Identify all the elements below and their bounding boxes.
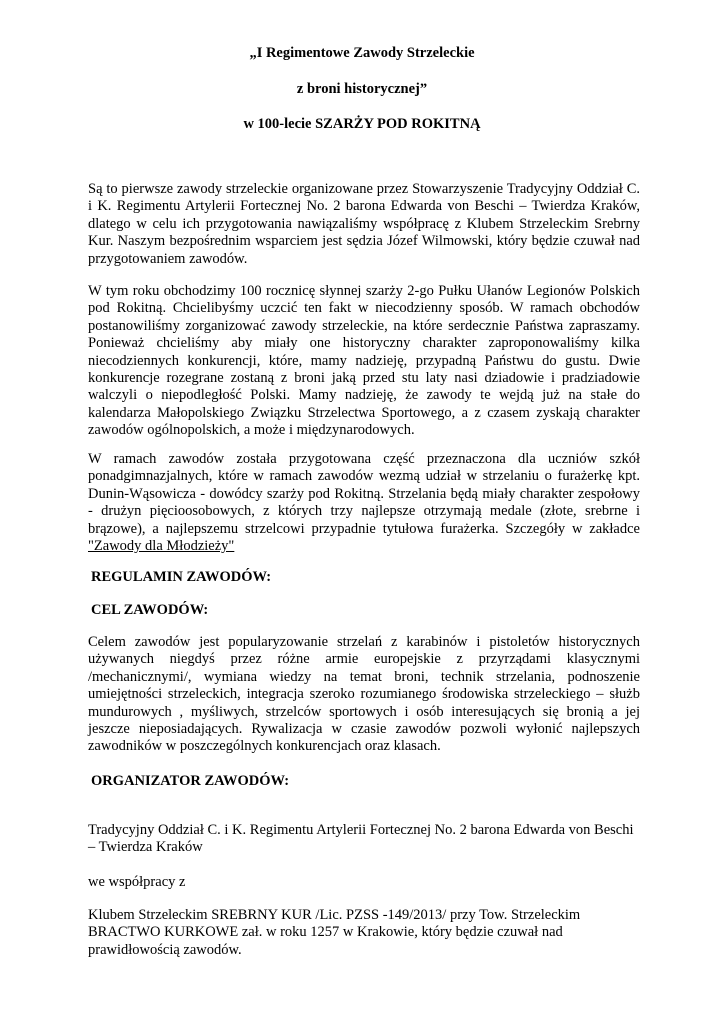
title-line-3: w 100-lecie SZARŻY POD ROKITNĄ	[243, 116, 481, 132]
intro-paragraph: Są to pierwsze zawody strzeleckie organizowane przez Stowarzyszenie Tradycyjny Oddział C. i K. Regimentu Artylerii Fortecznej No. 2 barona Edwarda von Beschi – Twierdza Kraków, dlatego w celu ich przygotowania nawiązaliśmy współpracę z Klubem Strzeleckim Srebrny Kur. Naszym bezpośrednim wsparciem jest sędzia Józef Wilmowski, który będzie czuwał nad przygotowaniem zawodów.	[88, 181, 640, 267]
goal-paragraph: Celem zawodów jest popularyzowanie strzelań z karabinów i pistoletów historycznych używanych niegdyś przez różne armie europejskie z przyrządami klasycznymi /mechanicznymi/, wymiana wiedzy na temat broni, technik strzelania, podnoszenie umiejętności strzeleckich, integracja szeroko rozumianego środowiska strzeleckiego – służb mundurowych , myśliwych, strzelców sportowych i osób interesujących się bronią a jej jeszcze nieposiadających. Rywalizacja w czasie zawodów pozwoli wyłonić najlepszych zawodników w poszczególnych konkurencjach oraz klasach.	[88, 634, 640, 755]
youth-paragraph	[88, 451, 640, 555]
title-line-2: z broni historycznej”	[296, 81, 428, 97]
title-line-1: „I Regimentowe Zawody Strzeleckie	[249, 45, 475, 61]
anniversary-paragraph: W tym roku obchodzimy 100 rocznicę słynnej szarży 2-go Pułku Ułanów Legionów Polskich pod Rokitną. Chcielibyśmy uczcić ten fakt w niecodzienny sposób. W ramach obchodów postanowiliśmy zorganizować zawody strzeleckie, na które serdecznie Państwa zapraszamy. Ponieważ chcieliśmy aby miały one historyczny charakter zaproponowaliśmy kilka niecodziennych konkurencji, które, mamy nadzieję, przypadną Państwu do gustu. Dwie konkurencje rozegrane zostaną z broni jaką przed stu laty nasi dziadowie i pradziadowie walczyli o niepodległość Polski. Mamy nadzieję, że zawody te wejdą już na stałe do kalendarza Małopolskiego Związku Strzelectwa Sportowego, a z czasem zyskają charakter zawodów ogólnopolskich, a może i międzynarodowych.	[88, 283, 640, 439]
cooperation-text: we współpracy z	[88, 874, 186, 890]
club-paragraph: Klubem Strzeleckim SREBRNY KUR /Lic. PZSS -149/2013/ przy Tow. Strzeleckim BRACTWO KURKOWE zał. w roku 1257 w Krakowie, który będzie czuwał nad prawidłowością zawodów.	[88, 907, 581, 958]
rules-heading: REGULAMIN ZAWODÓW:	[91, 569, 272, 585]
youth-competition-link[interactable]: "Zawody dla Młodzieży"	[88, 538, 235, 555]
organizer-paragraph: Tradycyjny Oddział C. i K. Regimentu Artylerii Fortecznej No. 2 barona Edwarda von Beschi – Twierdza Kraków	[88, 822, 634, 856]
youth-paragraph-text: W ramach zawodów została przygotowana część przeznaczona dla uczniów szkół ponadgimnazjalnych, które w ramach zawodów wezmą udział w strzelaniu o furażerkę kpt. Dunin-Wąsowicza - dowódcy szarży pod Rokitną. Strzelania będą miały charakter zespołowy - drużyn pięcioosobowych, z których trzy najlepsze otrzymają medale (złote, srebrne i brązowe), a najlepszemu strzelcowi przypadnie tytułowa furażerka. Szczegóły w zakładce	[88, 451, 640, 537]
organizer-heading: ORGANIZATOR ZAWODÓW:	[91, 773, 290, 789]
goal-heading: CEL ZAWODÓW:	[91, 602, 209, 618]
